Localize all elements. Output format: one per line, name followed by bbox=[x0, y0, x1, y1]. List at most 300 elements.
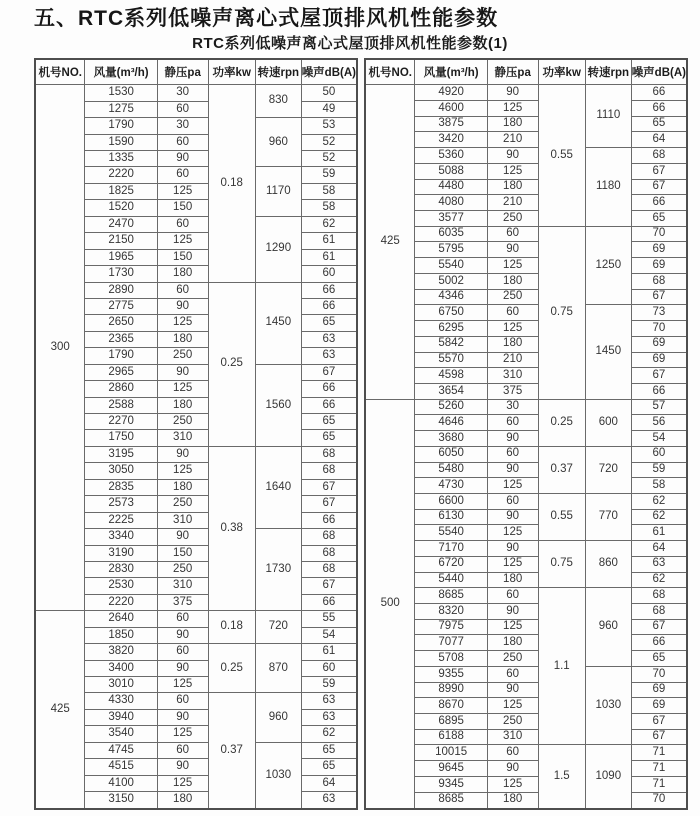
performance-table-left bbox=[34, 58, 358, 810]
airflow-cell: 4515 bbox=[85, 759, 157, 775]
static-pressure-cell: 90 bbox=[157, 759, 208, 775]
noise-cell: 71 bbox=[631, 776, 687, 792]
noise-cell: 67 bbox=[631, 619, 687, 635]
static-pressure-cell: 210 bbox=[487, 195, 538, 211]
noise-cell: 69 bbox=[631, 336, 687, 352]
static-pressure-cell: 125 bbox=[157, 381, 208, 397]
speed-cell: 870 bbox=[255, 644, 301, 693]
static-pressure-cell: 250 bbox=[487, 211, 538, 227]
static-pressure-cell: 125 bbox=[487, 101, 538, 117]
airflow-cell: 2775 bbox=[85, 298, 157, 314]
airflow-cell: 6050 bbox=[415, 446, 487, 462]
static-pressure-cell: 180 bbox=[487, 792, 538, 809]
speed-cell: 720 bbox=[585, 446, 631, 493]
airflow-cell: 6295 bbox=[415, 321, 487, 337]
noise-cell: 70 bbox=[631, 666, 687, 682]
noise-cell: 66 bbox=[301, 397, 357, 413]
static-pressure-cell: 90 bbox=[487, 761, 538, 777]
airflow-cell: 4346 bbox=[415, 289, 487, 305]
static-pressure-cell: 310 bbox=[487, 368, 538, 384]
power-cell: 0.25 bbox=[208, 282, 255, 446]
airflow-cell: 4480 bbox=[415, 179, 487, 195]
power-cell: 0.18 bbox=[208, 611, 255, 644]
airflow-cell: 9355 bbox=[415, 666, 487, 682]
noise-cell: 67 bbox=[631, 179, 687, 195]
noise-cell: 52 bbox=[301, 134, 357, 150]
static-pressure-cell: 90 bbox=[487, 604, 538, 620]
static-pressure-cell: 90 bbox=[157, 364, 208, 380]
data-row bbox=[35, 611, 357, 627]
speed-cell: 830 bbox=[255, 85, 301, 118]
header-row bbox=[35, 59, 357, 85]
airflow-cell: 5842 bbox=[415, 336, 487, 352]
airflow-cell: 4646 bbox=[415, 415, 487, 431]
airflow-cell: 3940 bbox=[85, 709, 157, 725]
noise-cell: 65 bbox=[301, 414, 357, 430]
static-pressure-cell: 60 bbox=[157, 644, 208, 660]
col-header-model: 机号NO. bbox=[35, 59, 85, 85]
col-header-airflow: 风量(m³/h) bbox=[415, 59, 487, 85]
power-cell: 0.37 bbox=[208, 693, 255, 809]
static-pressure-cell: 125 bbox=[487, 556, 538, 572]
model-no-cell: 500 bbox=[365, 399, 415, 809]
static-pressure-cell: 125 bbox=[487, 163, 538, 179]
static-pressure-cell: 90 bbox=[487, 242, 538, 258]
speed-cell: 1030 bbox=[255, 742, 301, 809]
noise-cell: 66 bbox=[301, 512, 357, 528]
static-pressure-cell: 125 bbox=[157, 315, 208, 331]
noise-cell: 66 bbox=[301, 298, 357, 314]
noise-cell: 62 bbox=[631, 572, 687, 588]
static-pressure-cell: 180 bbox=[157, 266, 208, 282]
static-pressure-cell: 210 bbox=[487, 352, 538, 368]
airflow-cell: 5002 bbox=[415, 273, 487, 289]
noise-cell: 66 bbox=[301, 282, 357, 298]
speed-cell: 1110 bbox=[585, 85, 631, 148]
airflow-cell: 8320 bbox=[415, 604, 487, 620]
noise-cell: 59 bbox=[301, 167, 357, 183]
airflow-cell: 3875 bbox=[415, 116, 487, 132]
airflow-cell: 4600 bbox=[415, 101, 487, 117]
noise-cell: 62 bbox=[301, 216, 357, 232]
power-cell: 0.25 bbox=[208, 644, 255, 693]
static-pressure-cell: 310 bbox=[157, 578, 208, 594]
airflow-cell: 2573 bbox=[85, 496, 157, 512]
airflow-cell: 2220 bbox=[85, 167, 157, 183]
noise-cell: 67 bbox=[631, 729, 687, 745]
noise-cell: 66 bbox=[631, 101, 687, 117]
airflow-cell: 6188 bbox=[415, 729, 487, 745]
static-pressure-cell: 125 bbox=[487, 525, 538, 541]
static-pressure-cell: 180 bbox=[157, 792, 208, 809]
noise-cell: 61 bbox=[301, 644, 357, 660]
data-row bbox=[35, 85, 357, 101]
airflow-cell: 1590 bbox=[85, 134, 157, 150]
static-pressure-cell: 60 bbox=[157, 742, 208, 758]
power-cell: 0.37 bbox=[538, 446, 585, 493]
noise-cell: 67 bbox=[301, 479, 357, 495]
airflow-cell: 1730 bbox=[85, 266, 157, 282]
static-pressure-cell: 60 bbox=[157, 101, 208, 117]
static-pressure-cell: 125 bbox=[487, 258, 538, 274]
noise-cell: 66 bbox=[631, 85, 687, 101]
speed-cell: 960 bbox=[255, 693, 301, 742]
static-pressure-cell: 125 bbox=[487, 698, 538, 714]
noise-cell: 69 bbox=[631, 698, 687, 714]
speed-cell: 1250 bbox=[585, 226, 631, 305]
power-cell: 0.18 bbox=[208, 85, 255, 282]
airflow-cell: 3195 bbox=[85, 446, 157, 462]
airflow-cell: 1275 bbox=[85, 101, 157, 117]
airflow-cell: 3577 bbox=[415, 211, 487, 227]
airflow-cell: 1530 bbox=[85, 85, 157, 101]
airflow-cell: 5440 bbox=[415, 572, 487, 588]
static-pressure-cell: 250 bbox=[157, 561, 208, 577]
static-pressure-cell: 90 bbox=[487, 682, 538, 698]
airflow-cell: 2150 bbox=[85, 233, 157, 249]
noise-cell: 61 bbox=[301, 249, 357, 265]
airflow-cell: 1850 bbox=[85, 627, 157, 643]
noise-cell: 67 bbox=[631, 368, 687, 384]
speed-cell: 1030 bbox=[585, 666, 631, 745]
noise-cell: 64 bbox=[631, 132, 687, 148]
static-pressure-cell: 90 bbox=[487, 541, 538, 557]
noise-cell: 71 bbox=[631, 745, 687, 761]
airflow-cell: 6750 bbox=[415, 305, 487, 321]
speed-cell: 1450 bbox=[585, 305, 631, 399]
static-pressure-cell: 375 bbox=[487, 383, 538, 399]
static-pressure-cell: 310 bbox=[157, 512, 208, 528]
noise-cell: 67 bbox=[301, 364, 357, 380]
col-header-noise: 噪声dB(A) bbox=[301, 59, 357, 85]
speed-cell: 1090 bbox=[585, 745, 631, 809]
airflow-cell: 4598 bbox=[415, 368, 487, 384]
noise-cell: 67 bbox=[631, 714, 687, 730]
static-pressure-cell: 90 bbox=[157, 298, 208, 314]
airflow-cell: 2830 bbox=[85, 561, 157, 577]
static-pressure-cell: 250 bbox=[487, 651, 538, 667]
power-cell: 1.5 bbox=[538, 745, 585, 809]
static-pressure-cell: 310 bbox=[157, 430, 208, 446]
static-pressure-cell: 60 bbox=[157, 282, 208, 298]
static-pressure-cell: 90 bbox=[157, 151, 208, 167]
noise-cell: 63 bbox=[301, 709, 357, 725]
noise-cell: 67 bbox=[301, 496, 357, 512]
static-pressure-cell: 125 bbox=[157, 183, 208, 199]
data-row bbox=[365, 85, 687, 101]
airflow-cell: 3400 bbox=[85, 660, 157, 676]
static-pressure-cell: 90 bbox=[157, 529, 208, 545]
static-pressure-cell: 250 bbox=[487, 289, 538, 305]
power-cell: 1.1 bbox=[538, 588, 585, 745]
noise-cell: 68 bbox=[301, 463, 357, 479]
speed-cell: 1170 bbox=[255, 167, 301, 216]
static-pressure-cell: 30 bbox=[157, 118, 208, 134]
airflow-cell: 9645 bbox=[415, 761, 487, 777]
static-pressure-cell: 250 bbox=[157, 496, 208, 512]
static-pressure-cell: 90 bbox=[487, 148, 538, 164]
static-pressure-cell: 125 bbox=[157, 726, 208, 742]
static-pressure-cell: 90 bbox=[487, 431, 538, 447]
static-pressure-cell: 180 bbox=[487, 273, 538, 289]
noise-cell: 58 bbox=[301, 183, 357, 199]
noise-cell: 62 bbox=[631, 509, 687, 525]
noise-cell: 66 bbox=[631, 635, 687, 651]
static-pressure-cell: 30 bbox=[157, 85, 208, 101]
airflow-cell: 3820 bbox=[85, 644, 157, 660]
noise-cell: 63 bbox=[301, 693, 357, 709]
static-pressure-cell: 250 bbox=[487, 714, 538, 730]
col-header-model: 机号NO. bbox=[365, 59, 415, 85]
static-pressure-cell: 310 bbox=[487, 729, 538, 745]
col-header-power: 功率kw bbox=[538, 59, 585, 85]
static-pressure-cell: 90 bbox=[157, 660, 208, 676]
static-pressure-cell: 250 bbox=[157, 414, 208, 430]
static-pressure-cell: 150 bbox=[157, 545, 208, 561]
noise-cell: 63 bbox=[631, 556, 687, 572]
static-pressure-cell: 60 bbox=[487, 415, 538, 431]
noise-cell: 63 bbox=[301, 792, 357, 809]
airflow-cell: 5360 bbox=[415, 148, 487, 164]
col-header-airflow: 风量(m³/h) bbox=[85, 59, 157, 85]
noise-cell: 60 bbox=[301, 660, 357, 676]
noise-cell: 59 bbox=[301, 677, 357, 693]
static-pressure-cell: 180 bbox=[487, 635, 538, 651]
airflow-cell: 1520 bbox=[85, 200, 157, 216]
noise-cell: 69 bbox=[631, 352, 687, 368]
speed-cell: 1640 bbox=[255, 446, 301, 528]
noise-cell: 70 bbox=[631, 226, 687, 242]
airflow-cell: 3540 bbox=[85, 726, 157, 742]
noise-cell: 69 bbox=[631, 682, 687, 698]
airflow-cell: 2835 bbox=[85, 479, 157, 495]
static-pressure-cell: 60 bbox=[487, 666, 538, 682]
model-no-cell: 425 bbox=[35, 611, 85, 809]
airflow-cell: 2650 bbox=[85, 315, 157, 331]
airflow-cell: 3010 bbox=[85, 677, 157, 693]
airflow-cell: 2470 bbox=[85, 216, 157, 232]
static-pressure-cell: 125 bbox=[487, 321, 538, 337]
model-no-cell: 425 bbox=[365, 85, 415, 399]
airflow-cell: 1965 bbox=[85, 249, 157, 265]
airflow-cell: 7170 bbox=[415, 541, 487, 557]
airflow-cell: 2270 bbox=[85, 414, 157, 430]
noise-cell: 68 bbox=[631, 148, 687, 164]
noise-cell: 63 bbox=[301, 348, 357, 364]
noise-cell: 60 bbox=[301, 266, 357, 282]
noise-cell: 66 bbox=[301, 381, 357, 397]
speed-cell: 1180 bbox=[585, 148, 631, 227]
airflow-cell: 1790 bbox=[85, 118, 157, 134]
airflow-cell: 4745 bbox=[85, 742, 157, 758]
airflow-cell: 2225 bbox=[85, 512, 157, 528]
noise-cell: 69 bbox=[631, 258, 687, 274]
noise-cell: 67 bbox=[631, 289, 687, 305]
airflow-cell: 2588 bbox=[85, 397, 157, 413]
speed-cell: 1450 bbox=[255, 282, 301, 364]
noise-cell: 61 bbox=[301, 233, 357, 249]
static-pressure-cell: 60 bbox=[487, 226, 538, 242]
static-pressure-cell: 60 bbox=[157, 693, 208, 709]
airflow-cell: 4330 bbox=[85, 693, 157, 709]
noise-cell: 66 bbox=[631, 195, 687, 211]
col-header-speed: 转速rpn bbox=[585, 59, 631, 85]
static-pressure-cell: 125 bbox=[487, 619, 538, 635]
airflow-cell: 5708 bbox=[415, 651, 487, 667]
airflow-cell: 7975 bbox=[415, 619, 487, 635]
static-pressure-cell: 60 bbox=[157, 216, 208, 232]
power-cell: 0.55 bbox=[538, 85, 585, 226]
static-pressure-cell: 125 bbox=[157, 233, 208, 249]
airflow-cell: 3420 bbox=[415, 132, 487, 148]
power-cell: 0.75 bbox=[538, 226, 585, 399]
airflow-cell: 2530 bbox=[85, 578, 157, 594]
noise-cell: 52 bbox=[301, 151, 357, 167]
model-no-cell: 300 bbox=[35, 85, 85, 611]
noise-cell: 65 bbox=[301, 430, 357, 446]
data-row bbox=[365, 399, 687, 415]
noise-cell: 68 bbox=[631, 273, 687, 289]
noise-cell: 73 bbox=[631, 305, 687, 321]
speed-cell: 960 bbox=[585, 588, 631, 667]
power-cell: 0.75 bbox=[538, 541, 585, 588]
noise-cell: 62 bbox=[631, 493, 687, 509]
airflow-cell: 4100 bbox=[85, 775, 157, 791]
col-header-pressure: 静压pa bbox=[157, 59, 208, 85]
power-cell: 0.38 bbox=[208, 446, 255, 610]
noise-cell: 54 bbox=[631, 431, 687, 447]
static-pressure-cell: 125 bbox=[157, 775, 208, 791]
static-pressure-cell: 60 bbox=[487, 493, 538, 509]
noise-cell: 64 bbox=[301, 775, 357, 791]
static-pressure-cell: 60 bbox=[157, 611, 208, 627]
noise-cell: 69 bbox=[631, 242, 687, 258]
noise-cell: 66 bbox=[631, 383, 687, 399]
airflow-cell: 4080 bbox=[415, 195, 487, 211]
noise-cell: 70 bbox=[631, 792, 687, 809]
airflow-cell: 3680 bbox=[415, 431, 487, 447]
airflow-cell: 1825 bbox=[85, 183, 157, 199]
noise-cell: 65 bbox=[301, 742, 357, 758]
noise-cell: 65 bbox=[631, 651, 687, 667]
airflow-cell: 5570 bbox=[415, 352, 487, 368]
static-pressure-cell: 90 bbox=[157, 627, 208, 643]
speed-cell: 1290 bbox=[255, 216, 301, 282]
static-pressure-cell: 180 bbox=[487, 179, 538, 195]
tables-container bbox=[34, 58, 688, 810]
static-pressure-cell: 90 bbox=[487, 85, 538, 101]
noise-cell: 71 bbox=[631, 761, 687, 777]
col-header-noise: 噪声dB(A) bbox=[631, 59, 687, 85]
static-pressure-cell: 30 bbox=[487, 399, 538, 415]
noise-cell: 58 bbox=[631, 478, 687, 494]
static-pressure-cell: 150 bbox=[157, 249, 208, 265]
noise-cell: 64 bbox=[631, 541, 687, 557]
static-pressure-cell: 150 bbox=[157, 200, 208, 216]
noise-cell: 60 bbox=[631, 446, 687, 462]
static-pressure-cell: 60 bbox=[487, 745, 538, 761]
airflow-cell: 2965 bbox=[85, 364, 157, 380]
noise-cell: 67 bbox=[301, 578, 357, 594]
airflow-cell: 2220 bbox=[85, 594, 157, 610]
speed-cell: 770 bbox=[585, 493, 631, 540]
airflow-cell: 6720 bbox=[415, 556, 487, 572]
airflow-cell: 10015 bbox=[415, 745, 487, 761]
static-pressure-cell: 250 bbox=[157, 348, 208, 364]
static-pressure-cell: 60 bbox=[487, 305, 538, 321]
table-title: RTC系列低噪声离心式屋顶排风机性能参数(1) bbox=[192, 35, 508, 53]
airflow-cell: 8685 bbox=[415, 792, 487, 809]
airflow-cell: 4730 bbox=[415, 478, 487, 494]
airflow-cell: 5088 bbox=[415, 163, 487, 179]
noise-cell: 66 bbox=[301, 594, 357, 610]
noise-cell: 62 bbox=[301, 726, 357, 742]
static-pressure-cell: 90 bbox=[487, 462, 538, 478]
speed-cell: 860 bbox=[585, 541, 631, 588]
airflow-cell: 6130 bbox=[415, 509, 487, 525]
noise-cell: 50 bbox=[301, 85, 357, 101]
speed-cell: 720 bbox=[255, 611, 301, 644]
airflow-cell: 2640 bbox=[85, 611, 157, 627]
static-pressure-cell: 180 bbox=[157, 397, 208, 413]
noise-cell: 67 bbox=[631, 163, 687, 179]
airflow-cell: 2365 bbox=[85, 331, 157, 347]
airflow-cell: 8670 bbox=[415, 698, 487, 714]
noise-cell: 68 bbox=[301, 561, 357, 577]
speed-cell: 960 bbox=[255, 118, 301, 167]
noise-cell: 65 bbox=[631, 116, 687, 132]
static-pressure-cell: 60 bbox=[157, 134, 208, 150]
noise-cell: 54 bbox=[301, 627, 357, 643]
col-header-speed: 转速rpn bbox=[255, 59, 301, 85]
noise-cell: 61 bbox=[631, 525, 687, 541]
noise-cell: 68 bbox=[301, 545, 357, 561]
noise-cell: 55 bbox=[301, 611, 357, 627]
airflow-cell: 5260 bbox=[415, 399, 487, 415]
airflow-cell: 3150 bbox=[85, 792, 157, 809]
airflow-cell: 5540 bbox=[415, 258, 487, 274]
static-pressure-cell: 180 bbox=[157, 331, 208, 347]
airflow-cell: 3340 bbox=[85, 529, 157, 545]
airflow-cell: 6600 bbox=[415, 493, 487, 509]
airflow-cell: 7077 bbox=[415, 635, 487, 651]
performance-table-right bbox=[364, 58, 688, 810]
static-pressure-cell: 60 bbox=[487, 446, 538, 462]
static-pressure-cell: 125 bbox=[157, 677, 208, 693]
airflow-cell: 3654 bbox=[415, 383, 487, 399]
noise-cell: 53 bbox=[301, 118, 357, 134]
static-pressure-cell: 90 bbox=[157, 446, 208, 462]
static-pressure-cell: 90 bbox=[157, 709, 208, 725]
speed-cell: 1560 bbox=[255, 364, 301, 446]
static-pressure-cell: 60 bbox=[157, 167, 208, 183]
airflow-cell: 3190 bbox=[85, 545, 157, 561]
airflow-cell: 1335 bbox=[85, 151, 157, 167]
static-pressure-cell: 125 bbox=[157, 463, 208, 479]
noise-cell: 68 bbox=[631, 588, 687, 604]
noise-cell: 56 bbox=[631, 415, 687, 431]
noise-cell: 68 bbox=[631, 604, 687, 620]
static-pressure-cell: 210 bbox=[487, 132, 538, 148]
noise-cell: 63 bbox=[301, 331, 357, 347]
airflow-cell: 5795 bbox=[415, 242, 487, 258]
noise-cell: 65 bbox=[631, 211, 687, 227]
static-pressure-cell: 90 bbox=[487, 509, 538, 525]
speed-cell: 1730 bbox=[255, 529, 301, 611]
noise-cell: 65 bbox=[301, 759, 357, 775]
col-header-pressure: 静压pa bbox=[487, 59, 538, 85]
static-pressure-cell: 180 bbox=[487, 336, 538, 352]
